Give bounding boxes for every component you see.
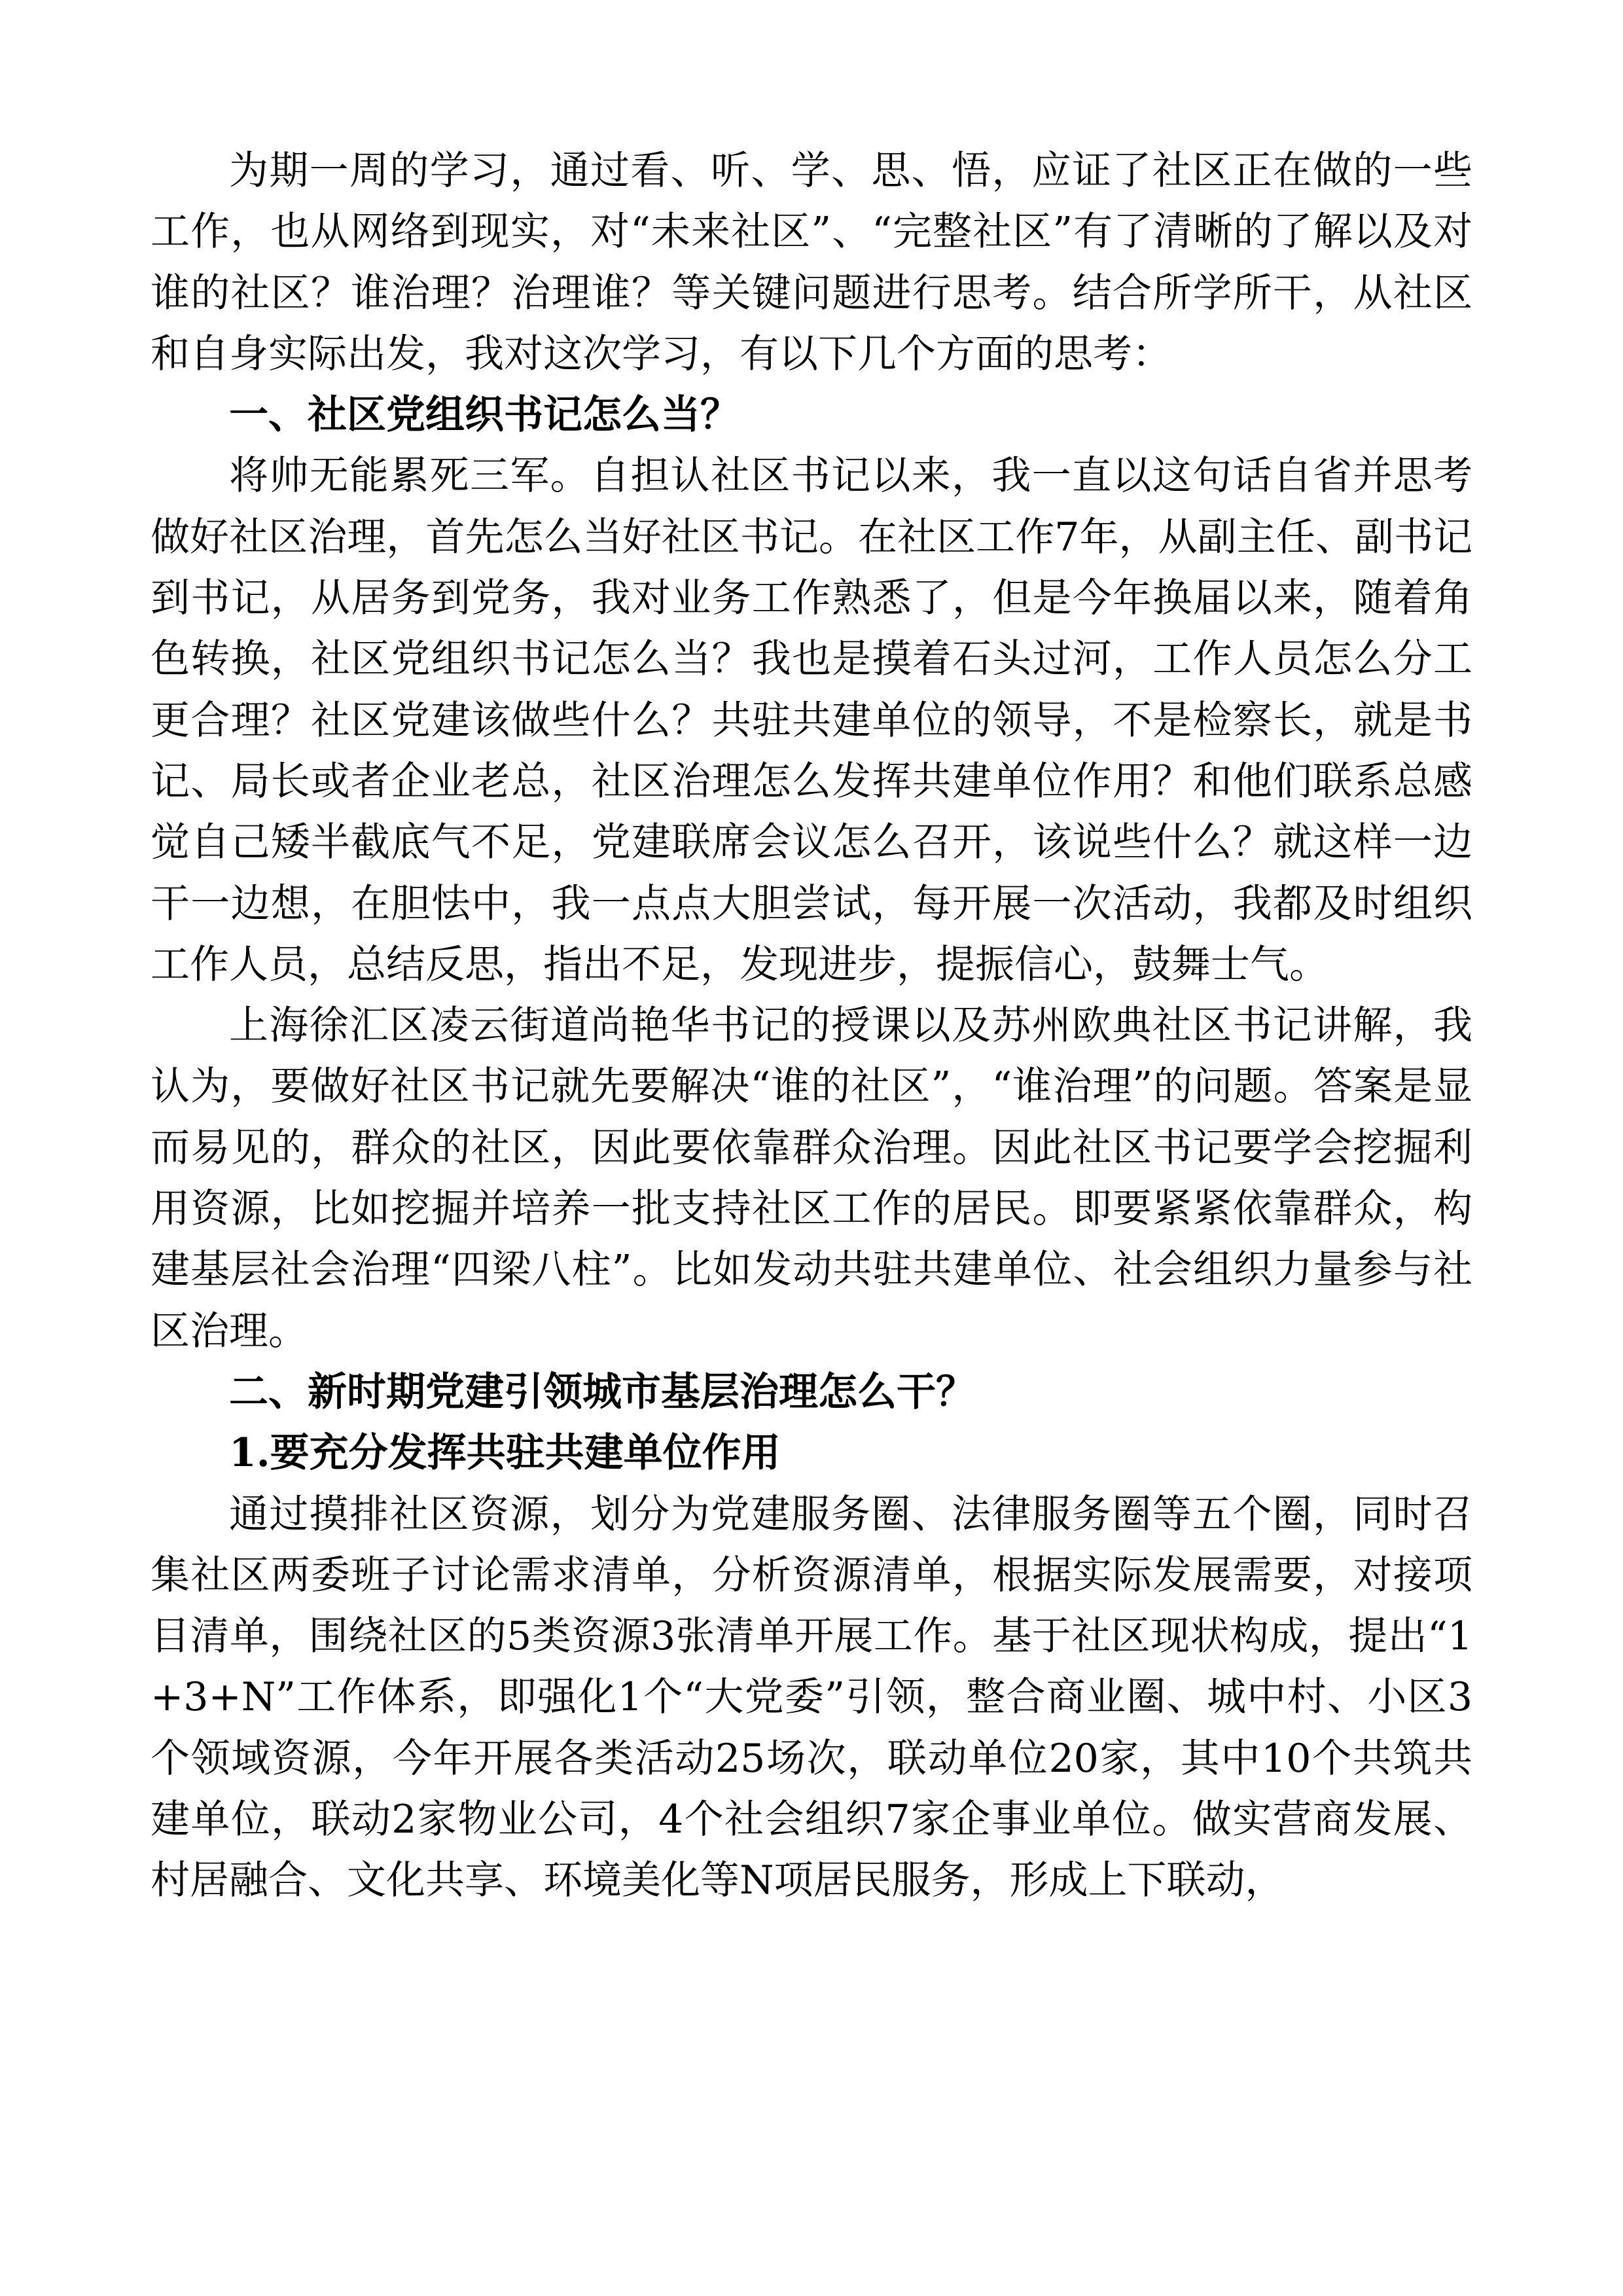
paragraph-intro: 为期一周的学习，通过看、听、学、思、悟，应证了社区正在做的一些工作，也从网络到现实，对“未来社区”、“完整社区”有了清晰的了解以及对谁的社区？谁治理？治理谁？等关键问题进行思考。结合所学所干，从社区和自身实际出发，我对这次学习，有以下几个方面的思考：	[151, 148, 1472, 377]
document-body	[151, 141, 1472, 1912]
paragraph-section1-2: 上海徐汇区凌云街道尚艳华书记的授课以及苏州欧典社区书记讲解，我认为，要做好社区书记就先要解决“谁的社区”，“谁治理”的问题。答案是显而易见的，群众的社区，因此要依靠群众治理。因此社区书记要学会挖掘利用资源，比如挖掘并培养一批支持社区工作的居民。即要紧紧依靠群众，构建基层社会治理“四梁八柱”。比如发动共驻共建单位、社会组织力量参与社区治理。	[151, 1003, 1472, 1354]
section-heading-2: 二、新时期党建引领城市基层治理怎么干？	[229, 1369, 975, 1415]
subsection-heading-2-1: 1.要充分发挥共驻共建单位作用	[229, 1430, 781, 1477]
paragraph-section2-1: 通过摸排社区资源，划分为党建服务圈、法律服务圈等五个圈，同时召集社区两委班子讨论需求清单，分析资源清单，根据实际发展需要，对接项目清单，围绕社区的5类资源3张清单开展工作。基于社区现状构成，提出“1+3+N”工作体系，即强化1个“大党委”引领，整合商业圈、城中村、小区3个领域资源，今年开展各类活动25场次，联动单位20家，其中10个共筑共建单位，联动2家物业公司，4个社会组织7家企事业单位。做实营商发展、村居融合、文化共享、环境美化等N项居民服务，形成上下联动，	[151, 1491, 1472, 1904]
section-heading-1: 一、社区党组织书记怎么当？	[229, 392, 740, 439]
paragraph-section1-1: 将帅无能累死三军。自担认社区书记以来，我一直以这句话自省并思考做好社区治理，首先怎么当好社区书记。在社区工作7年，从副主任、副书记到书记，从居务到党务，我对业务工作熟悉了，但是今年换届以来，随着角色转换，社区党组织书记怎么当？我也是摸着石头过河，工作人员怎么分工更合理？社区党建该做些什么？共驻共建单位的领导，不是检察长，就是书记、局长或者企业老总，社区治理怎么发挥共建单位作用？和他们联系总感觉自己矮半截底气不足，党建联席会议怎么召开，该说些什么？就这样一边干一边想，在胆怯中，我一点点大胆尝试，每开展一次活动，我都及时组织工作人员，总结反思，指出不足，发现进步，提振信心，鼓舞士气。	[151, 453, 1472, 988]
